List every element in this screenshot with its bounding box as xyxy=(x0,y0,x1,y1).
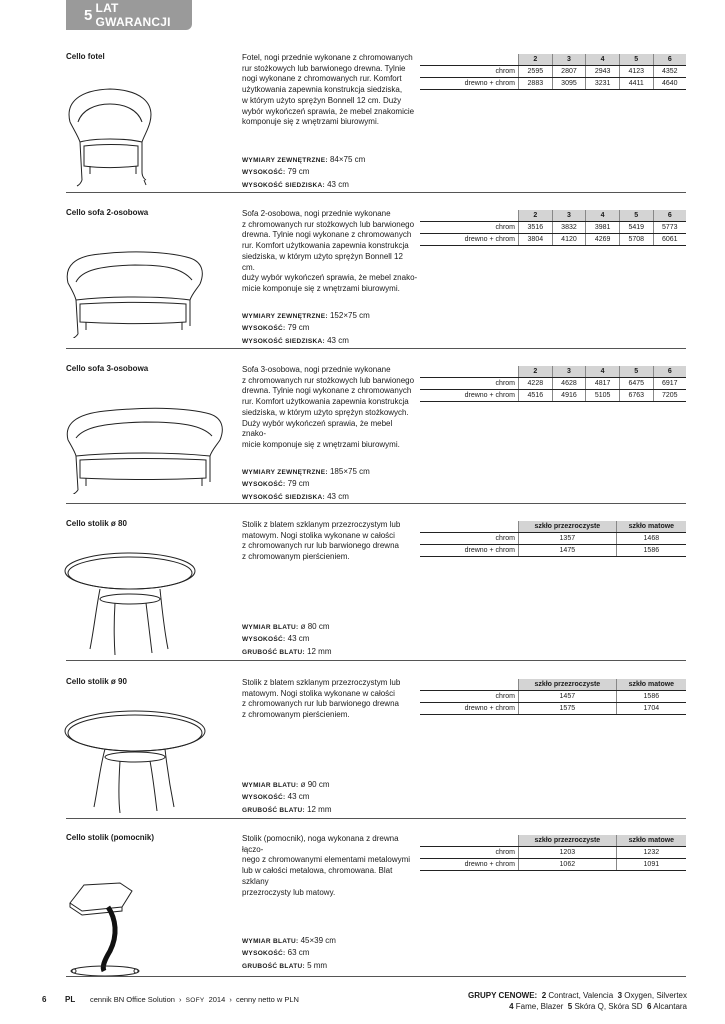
description-line: z chromowanym pierścieniem. xyxy=(242,552,350,562)
spec-colon: : xyxy=(296,938,301,945)
spec-label: WYSOKOŚĆ SIEDZISKA xyxy=(242,181,323,189)
description-line: duży wybór wykończeń sprawia, że mebel znako- xyxy=(242,273,418,283)
description-line: z chromowanych rur stożkowych lub barwionego xyxy=(242,375,415,385)
spec-row xyxy=(242,791,332,803)
spec-colon: : xyxy=(322,181,328,189)
price-group-header: 2 xyxy=(519,366,553,378)
price-group-number: 6 xyxy=(646,1002,652,1011)
price-cell: 2883 xyxy=(519,78,553,90)
price-group-header: 4 xyxy=(586,54,620,66)
spec-colon: : xyxy=(283,950,288,958)
price-row xyxy=(420,545,686,557)
product-name: Cello stolik ø 90 xyxy=(66,677,127,686)
warranty-tab xyxy=(66,0,192,30)
footer-divider xyxy=(66,976,686,977)
price-cell: 4817 xyxy=(586,378,620,390)
price-groups xyxy=(387,990,687,1012)
product-description xyxy=(242,520,418,563)
description-line: rur. Komfort użytkowania zapewnia konstrukcja xyxy=(242,397,409,407)
price-cell: 6061 xyxy=(653,234,686,246)
price-group-header: 6 xyxy=(653,54,686,66)
description-line: nego z chromowanymi elementami metalowymi xyxy=(242,855,411,865)
spec-value: 79 cm xyxy=(287,167,310,177)
price-row xyxy=(420,533,686,545)
description-line: wybór wykończeń sprawia, że mebel znakomicie xyxy=(242,106,415,116)
price-cell: 3095 xyxy=(552,78,586,90)
spec-colon: : xyxy=(283,325,288,333)
product-illustration xyxy=(60,863,170,983)
product-description xyxy=(242,678,418,721)
description-line: komponuje się z wnętrzami biurowymi. xyxy=(242,117,379,127)
spec-row xyxy=(242,779,332,791)
description-line: drewna. Tylnie nogi wykonane z chromowanych xyxy=(242,386,412,396)
spec-row xyxy=(242,633,332,645)
price-cell: 4120 xyxy=(552,234,586,246)
spec-row xyxy=(242,935,336,947)
language-code: PL xyxy=(65,995,76,1004)
spec-label: WYMIARY ZEWNĘTRZNE xyxy=(242,313,326,320)
spec-label: GRUBOŚĆ BLATU xyxy=(242,806,303,814)
spec-colon: : xyxy=(283,481,288,489)
spec-colon: : xyxy=(283,169,288,177)
product-specs xyxy=(242,935,336,972)
price-row xyxy=(420,234,686,246)
spec-colon: : xyxy=(325,469,330,476)
finish-label: chrom xyxy=(420,691,519,703)
price-cell: 5708 xyxy=(619,234,653,246)
price-row xyxy=(420,703,686,715)
description-line: w którym użyto sprężyn Bonnell 12 cm. Duży xyxy=(242,95,402,105)
finish-label: chrom xyxy=(420,222,519,234)
spec-label: GRUBOŚĆ BLATU xyxy=(242,648,303,656)
spec-row xyxy=(242,179,365,191)
price-cell: 7205 xyxy=(653,390,686,402)
spec-label: WYSOKOŚĆ xyxy=(242,794,284,802)
price-cell: 1586 xyxy=(616,691,686,703)
price-cell: 2943 xyxy=(586,66,620,78)
spec-value: 43 cm xyxy=(287,792,310,802)
description-line: Stolik (pomocnik), noga wykonana z drewna łączo- xyxy=(242,834,399,854)
description-line: Sofa 2-osobowa, nogi przednie wykonane xyxy=(242,209,391,218)
crumb-catalog: cennik BN Office Solution xyxy=(90,995,175,1004)
crumb-separator: › xyxy=(229,995,232,1004)
warranty-label: LAT GWARANCJI xyxy=(95,1,171,29)
price-row xyxy=(420,66,686,78)
finish-label: chrom xyxy=(420,378,519,390)
spec-row xyxy=(242,960,336,972)
price-group-label: Alcantara xyxy=(653,1002,687,1011)
price-cell: 2595 xyxy=(519,66,553,78)
price-group-header: 6 xyxy=(653,210,686,222)
spec-value: 84×75 cm xyxy=(329,155,366,164)
spec-value: 43 cm xyxy=(287,634,310,644)
price-cell: 4628 xyxy=(552,378,586,390)
spec-row xyxy=(242,466,370,478)
spec-label: WYMIAR BLATU xyxy=(242,938,297,945)
price-table xyxy=(420,210,686,246)
price-group-header: szkło matowe xyxy=(616,521,686,533)
spec-row xyxy=(242,322,370,334)
spec-label: GRUBOŚĆ BLATU xyxy=(242,962,303,970)
spec-colon: : xyxy=(325,157,330,164)
product-illustration xyxy=(60,82,160,192)
spec-row xyxy=(242,335,370,347)
spec-row xyxy=(242,154,365,166)
spec-value: 152×75 cm xyxy=(329,311,370,320)
finish-label: chrom xyxy=(420,533,519,545)
spec-value: ø 80 cm xyxy=(300,622,330,631)
price-group-header: szkło przezroczyste xyxy=(519,835,617,847)
price-cell: 1203 xyxy=(519,847,617,859)
description-line: siedziska, w którym użyto sprężyn stożkowych. xyxy=(242,407,409,417)
price-cell: 3981 xyxy=(586,222,620,234)
price-group-label: Contract, Valencia xyxy=(548,991,614,1000)
spec-row xyxy=(242,166,365,178)
product-name: Cello stolik (pomocnik) xyxy=(66,833,155,842)
description-line: z chromowanych rur stożkowych lub barwionego xyxy=(242,219,415,229)
section-divider xyxy=(66,348,686,349)
product-name: Cello sofa 2-osobowa xyxy=(66,208,149,217)
price-row xyxy=(420,78,686,90)
price-group-header: 3 xyxy=(552,366,586,378)
spec-label: WYMIARY ZEWNĘTRZNE xyxy=(242,157,326,164)
crumb-section: SOFY xyxy=(185,997,205,1004)
page-footer xyxy=(0,990,725,1024)
price-group-header: 3 xyxy=(552,210,586,222)
price-groups-title: GRUPY CENOWE: xyxy=(468,991,538,1000)
price-cell: 5105 xyxy=(586,390,620,402)
product-specs xyxy=(242,779,332,816)
price-group-header: 3 xyxy=(552,54,586,66)
product-description xyxy=(242,209,418,295)
spec-colon: : xyxy=(322,337,328,345)
price-table-header xyxy=(420,835,686,847)
description-line: rur. Komfort użytkowania zapewnia konstrukcja xyxy=(242,241,409,251)
spec-label: WYSOKOŚĆ SIEDZISKA xyxy=(242,493,323,501)
spec-colon: : xyxy=(302,962,308,970)
product-name: Cello sofa 3-osobowa xyxy=(66,364,149,373)
price-table-header xyxy=(420,521,686,533)
header-blank-cell xyxy=(420,54,519,66)
price-cell: 5773 xyxy=(653,222,686,234)
description-line: lub w całości metalowa, chromowana. Blat szklany xyxy=(242,866,393,886)
header-blank-cell xyxy=(420,521,519,533)
spec-label: WYSOKOŚĆ xyxy=(242,169,284,177)
description-line: Duży wybór wykończeń sprawia, że mebel znako- xyxy=(242,418,393,439)
spec-value: ø 90 cm xyxy=(300,780,330,789)
price-row xyxy=(420,378,686,390)
section-divider xyxy=(66,818,686,819)
price-group-header: szkło matowe xyxy=(616,679,686,691)
spec-value: 5 mm xyxy=(307,960,328,970)
spec-value: 43 cm xyxy=(327,491,349,501)
price-group-header: 5 xyxy=(619,366,653,378)
price-group-label: Oxygen, Silvertex xyxy=(624,991,687,1000)
spec-value: 79 cm xyxy=(287,323,310,333)
description-line: matowym. Nogi stolika wykonane w całości xyxy=(242,530,395,540)
price-cell: 1704 xyxy=(616,703,686,715)
product-name: Cello fotel xyxy=(66,52,105,61)
spec-colon: : xyxy=(283,636,288,644)
spec-label: WYSOKOŚĆ xyxy=(242,325,284,333)
spec-value: 43 cm xyxy=(327,179,349,189)
price-group-header: szkło przezroczyste xyxy=(519,679,617,691)
finish-label: drewno + chrom xyxy=(420,78,519,90)
section-divider xyxy=(66,660,686,661)
description-line: Fotel, nogi przednie wykonane z chromowanych xyxy=(242,53,413,62)
price-row xyxy=(420,691,686,703)
price-cell: 6475 xyxy=(619,378,653,390)
price-row xyxy=(420,847,686,859)
description-line: micie komponuje się z wnętrzami biurowymi. xyxy=(242,283,400,293)
description-line: przezroczysty lub matowy. xyxy=(242,887,336,897)
spec-label: WYMIARY ZEWNĘTRZNE xyxy=(242,469,326,476)
product-description xyxy=(242,834,418,898)
finish-label: drewno + chrom xyxy=(420,545,519,557)
price-row xyxy=(420,390,686,402)
price-cell: 1475 xyxy=(519,545,617,557)
spec-colon: : xyxy=(296,782,301,789)
description-line: Stolik z blatem szklanym przezroczystym lub xyxy=(242,678,401,687)
product-specs xyxy=(242,621,332,658)
product-description xyxy=(242,365,418,451)
finish-label: drewno + chrom xyxy=(420,859,519,871)
description-line: z chromowanych rur lub barwionego drewna xyxy=(242,541,399,551)
price-group-header: 4 xyxy=(586,366,620,378)
spec-value: 43 cm xyxy=(327,335,349,345)
price-cell: 3832 xyxy=(552,222,586,234)
header-blank-cell xyxy=(420,210,519,222)
finish-label: drewno + chrom xyxy=(420,234,519,246)
spec-colon: : xyxy=(283,794,288,802)
warranty-number: 5 xyxy=(84,6,93,24)
spec-label: WYMIAR BLATU xyxy=(242,624,297,631)
description-line: rur stożkowych lub barwionego drewna. Tylnie xyxy=(242,63,406,73)
price-cell: 1062 xyxy=(519,859,617,871)
price-cell: 5419 xyxy=(619,222,653,234)
price-group-number: 5 xyxy=(567,1002,573,1011)
price-group-header: 5 xyxy=(619,210,653,222)
price-group-header: 6 xyxy=(653,366,686,378)
spec-row xyxy=(242,646,332,658)
spec-colon: : xyxy=(322,493,328,501)
spec-colon: : xyxy=(302,648,308,656)
finish-label: drewno + chrom xyxy=(420,390,519,402)
price-group-header: 2 xyxy=(519,54,553,66)
spec-label: WYSOKOŚĆ SIEDZISKA xyxy=(242,337,323,345)
spec-row xyxy=(242,310,370,322)
spec-label: WYSOKOŚĆ xyxy=(242,636,284,644)
finish-label: chrom xyxy=(420,847,519,859)
price-cell: 1357 xyxy=(519,533,617,545)
price-table xyxy=(420,521,686,557)
description-line: z chromowanym pierścieniem. xyxy=(242,710,350,720)
spec-row xyxy=(242,491,370,503)
product-illustration xyxy=(60,238,210,343)
spec-row xyxy=(242,478,370,490)
crumb-separator: › xyxy=(179,995,182,1004)
price-group-header: szkło przezroczyste xyxy=(519,521,617,533)
price-cell: 6917 xyxy=(653,378,686,390)
description-line: siedziska, w którym użyto sprężyn Bonnell 12 cm. xyxy=(242,251,403,272)
price-row xyxy=(420,859,686,871)
price-table xyxy=(420,366,686,402)
spec-label: WYSOKOŚĆ xyxy=(242,481,284,489)
price-cell: 1468 xyxy=(616,533,686,545)
price-cell: 3804 xyxy=(519,234,553,246)
price-table-header xyxy=(420,679,686,691)
price-group-header: 5 xyxy=(619,54,653,66)
price-group-header: szkło matowe xyxy=(616,835,686,847)
price-cell: 4640 xyxy=(653,78,686,90)
product-illustration xyxy=(60,707,210,822)
breadcrumb xyxy=(90,995,301,1004)
header-blank-cell xyxy=(420,366,519,378)
price-table xyxy=(420,679,686,715)
price-cell: 4516 xyxy=(519,390,553,402)
price-cell: 4228 xyxy=(519,378,553,390)
price-table-header xyxy=(420,366,686,378)
price-group-number: 4 xyxy=(509,1002,514,1011)
product-specs xyxy=(242,310,370,347)
spec-colon: : xyxy=(296,624,301,631)
product-specs xyxy=(242,154,365,191)
crumb-currency-note: cenny netto w PLN xyxy=(235,995,299,1004)
price-table-header xyxy=(420,54,686,66)
description-line: matowym. Nogi stolika wykonane w całości xyxy=(242,688,395,698)
spec-label: WYMIAR BLATU xyxy=(242,782,297,789)
spec-value: 79 cm xyxy=(287,479,310,489)
price-group-header: 4 xyxy=(586,210,620,222)
price-cell: 1091 xyxy=(616,859,686,871)
description-line: Stolik z blatem szklanym przezroczystym lub xyxy=(242,520,401,529)
finish-label: drewno + chrom xyxy=(420,703,519,715)
description-line: użytkowania zapewnia konstrukcja siedziska, xyxy=(242,85,403,95)
price-cell: 1232 xyxy=(616,847,686,859)
spec-colon: : xyxy=(302,806,308,814)
price-row xyxy=(420,222,686,234)
description-line: micie komponuje się z wnętrzami biurowymi. xyxy=(242,439,400,449)
spec-row xyxy=(242,804,332,816)
price-cell: 4269 xyxy=(586,234,620,246)
description-line: z chromowanych rur lub barwionego drewna xyxy=(242,699,399,709)
price-cell: 3231 xyxy=(586,78,620,90)
product-illustration xyxy=(60,549,200,664)
section-divider xyxy=(66,192,686,193)
spec-value: 12 mm xyxy=(307,804,332,814)
spec-row xyxy=(242,947,336,959)
section-divider xyxy=(66,503,686,504)
spec-row xyxy=(242,621,332,633)
crumb-year: 2014 xyxy=(208,995,226,1004)
finish-label: chrom xyxy=(420,66,519,78)
description-line: Sofa 3-osobowa, nogi przednie wykonane xyxy=(242,365,391,374)
price-cell: 4123 xyxy=(619,66,653,78)
page-number: 6 xyxy=(42,995,47,1004)
product-name: Cello stolik ø 80 xyxy=(66,519,127,528)
price-table-header xyxy=(420,210,686,222)
price-cell: 4411 xyxy=(619,78,653,90)
price-cell: 1457 xyxy=(519,691,617,703)
price-table xyxy=(420,835,686,871)
product-specs xyxy=(242,466,370,503)
price-cell: 4916 xyxy=(552,390,586,402)
price-cell: 6763 xyxy=(619,390,653,402)
spec-colon: : xyxy=(325,313,330,320)
price-group-number: 3 xyxy=(617,991,623,1000)
description-line: drewna. Tylnie nogi wykonane z chromowanych xyxy=(242,230,412,240)
price-cell: 2807 xyxy=(552,66,586,78)
spec-value: 63 cm xyxy=(287,948,310,958)
spec-value: 185×75 cm xyxy=(329,467,370,476)
price-cell: 1586 xyxy=(616,545,686,557)
description-line: nogi wykonane z chromowanych rur. Komfort xyxy=(242,74,402,84)
price-cell: 3516 xyxy=(519,222,553,234)
spec-value: 12 mm xyxy=(307,646,332,656)
spec-label: WYSOKOŚĆ xyxy=(242,950,284,958)
price-cell: 1575 xyxy=(519,703,617,715)
price-group-label: Skóra Q, Skóra SD xyxy=(574,1002,643,1011)
product-illustration xyxy=(60,394,230,499)
price-group-label: Fame, Blazer xyxy=(515,1002,564,1011)
header-blank-cell xyxy=(420,679,519,691)
price-group-header: 2 xyxy=(519,210,553,222)
price-group-number: 2 xyxy=(541,991,547,1000)
product-description xyxy=(242,53,418,128)
price-table xyxy=(420,54,686,90)
spec-value: 45×39 cm xyxy=(300,936,336,945)
price-cell: 4352 xyxy=(653,66,686,78)
header-blank-cell xyxy=(420,835,519,847)
